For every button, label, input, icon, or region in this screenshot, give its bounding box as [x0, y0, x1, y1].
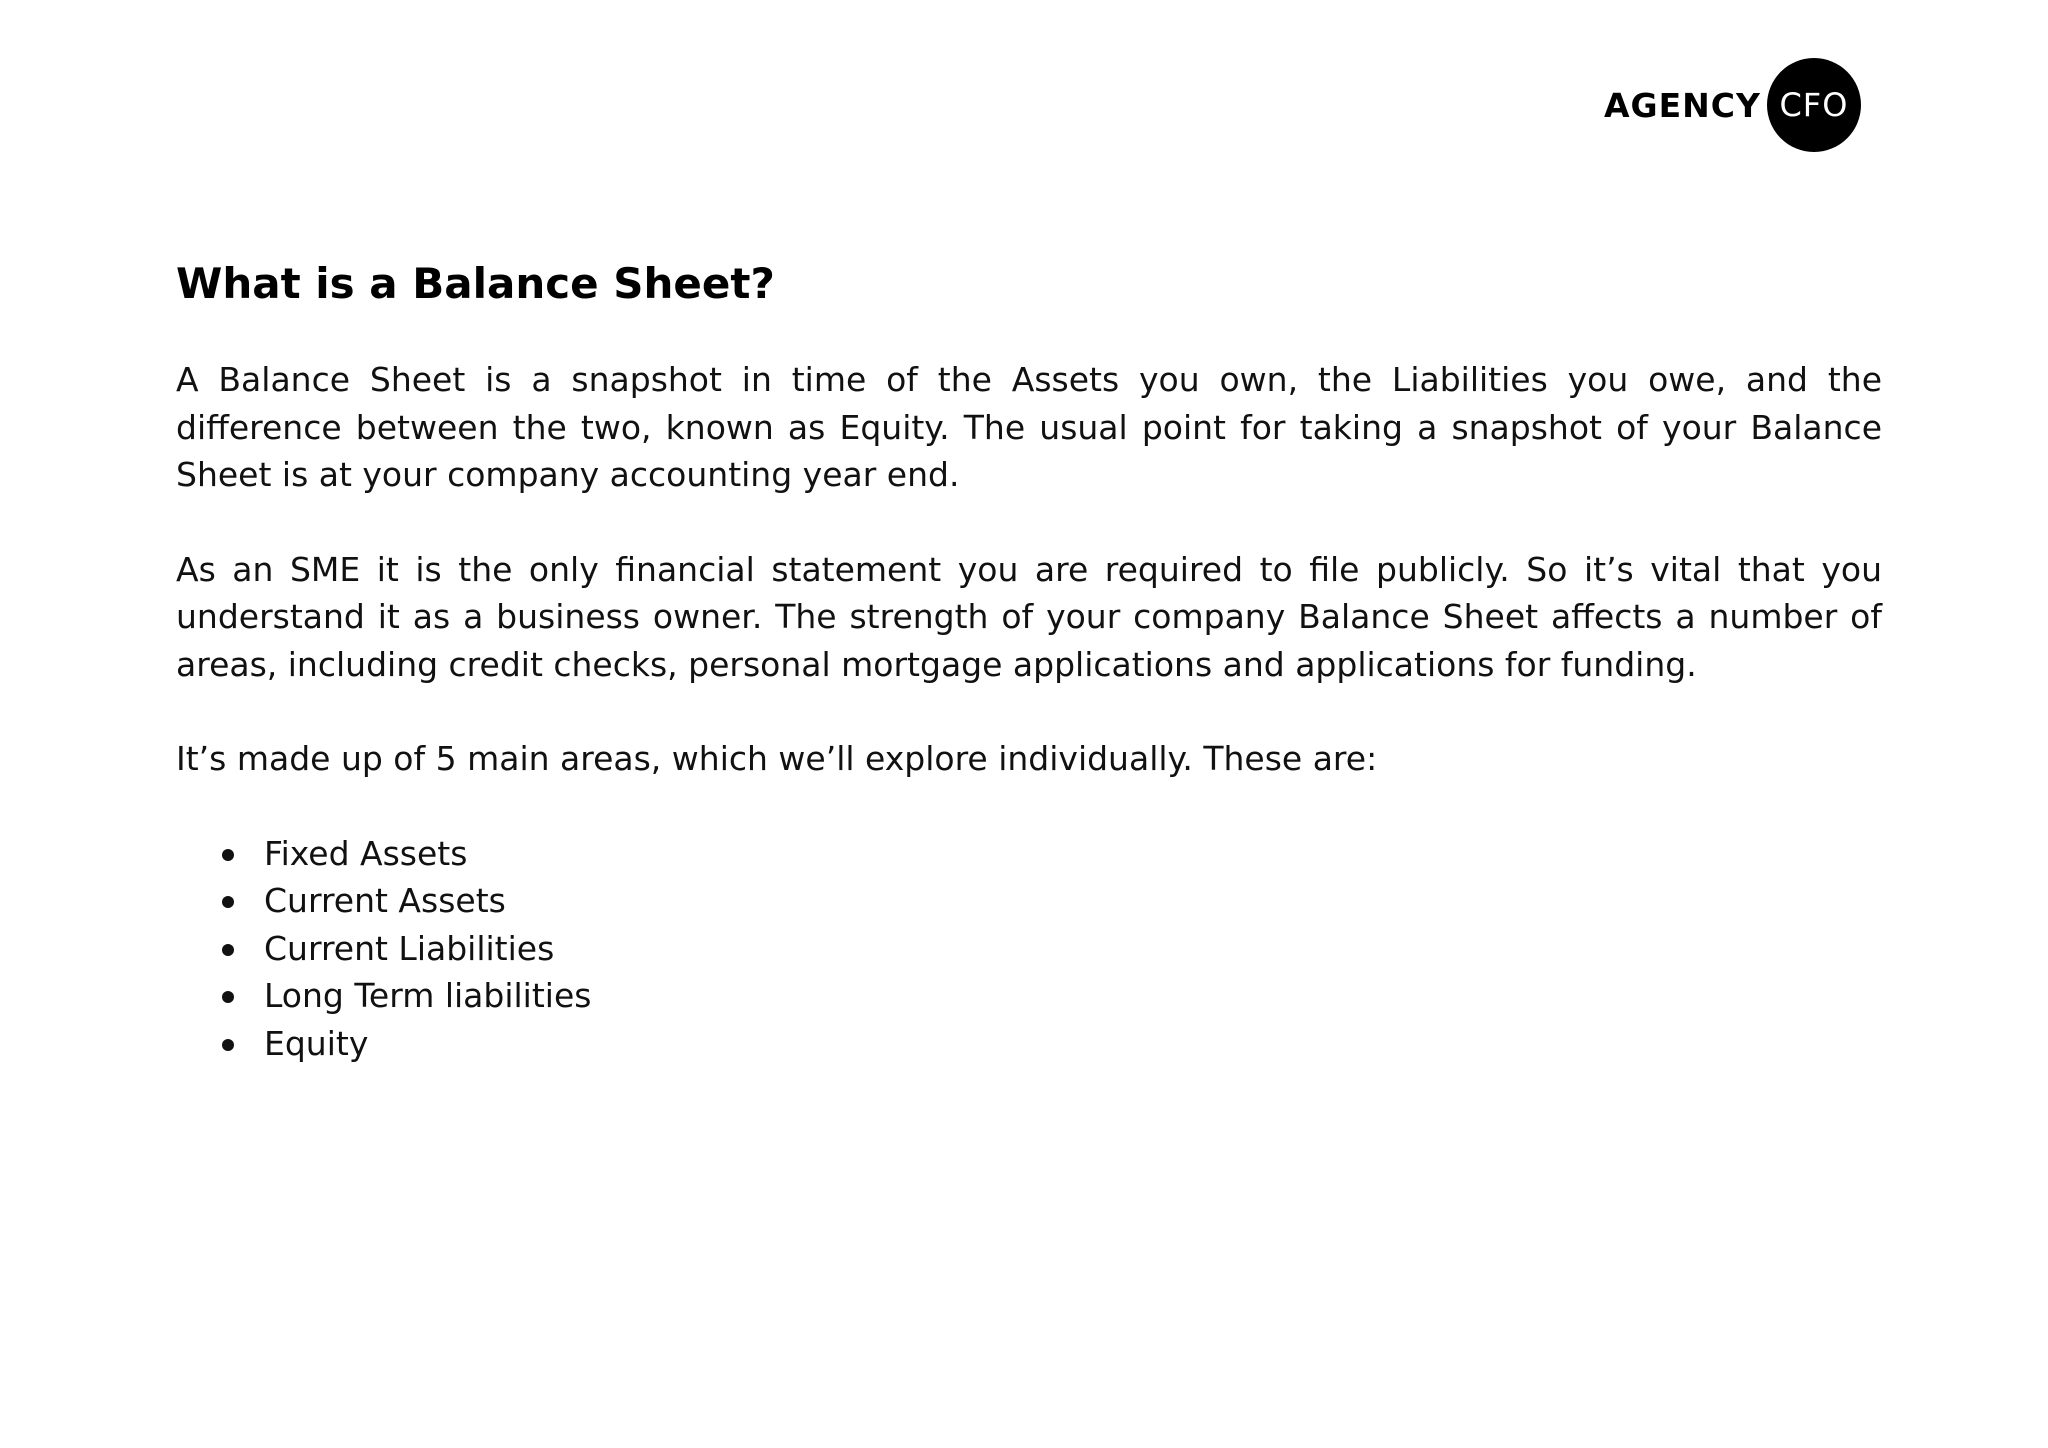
list-item-text: Fixed Assets [264, 833, 468, 873]
agency-cfo-logo [1604, 58, 1861, 152]
bullet-icon [222, 896, 234, 908]
list-item [176, 1020, 1882, 1068]
list-item-text: Current Liabilities [264, 928, 555, 968]
list-item [176, 877, 1882, 925]
sme-paragraph: As an SME it is the only financial statement you are required to file publicly. So it’s vital that you understand it as a business owner. The strength of your company Balance Sheet affects a number of areas, including credit checks, personal mortgage applications and applications for funding. [176, 549, 1882, 684]
balance-sheet-areas-list [176, 830, 1882, 1068]
document-body [176, 255, 1882, 1067]
areas-intro-paragraph: It’s made up of 5 main areas, which we’ll explore individually. These are: [176, 739, 1378, 778]
logo-wordmark: AGENCY [1604, 85, 1761, 125]
bullet-icon [222, 944, 234, 956]
list-item [176, 830, 1882, 878]
list-item-text: Long Term liabilities [264, 976, 592, 1015]
bullet-icon [222, 991, 234, 1003]
list-item-text: Current Assets [264, 881, 506, 920]
logo-badge-text: CFO [1779, 86, 1849, 124]
bullet-icon [222, 1039, 234, 1051]
intro-paragraph: A Balance Sheet is a snapshot in time of the Assets you own, the Liabilities you owe, and the difference between the two, known as Equity. The usual point for taking a snapshot of your Balance Sheet is at your company accounting year end. [176, 360, 1882, 494]
bullet-icon [222, 849, 234, 861]
list-item-text: Equity [264, 1023, 369, 1063]
page-title: What is a Balance Sheet? [176, 259, 775, 308]
logo-badge [1767, 58, 1861, 152]
list-item [176, 925, 1882, 973]
list-item [176, 972, 1882, 1020]
